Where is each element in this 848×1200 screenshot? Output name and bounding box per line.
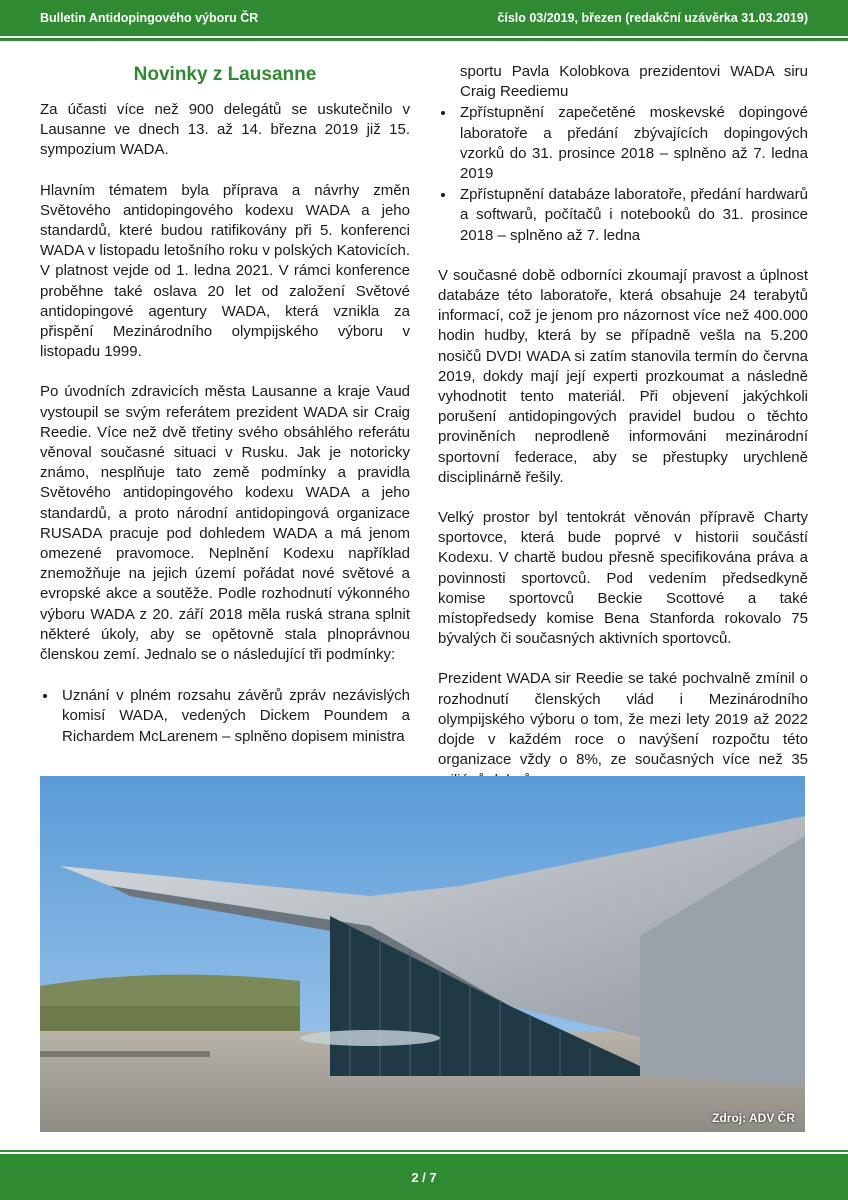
left-column	[40, 56, 410, 767]
building-illustration	[40, 776, 805, 1132]
issue-info: číslo 03/2019, březen (redakční uzávěrka 31.03.2019)	[497, 11, 808, 25]
building-photo	[40, 776, 805, 1132]
page-number: 2 / 7	[411, 1169, 437, 1185]
condition-item-1: • Uznání v plném rozsahu závěrů zpráv nezávislých komisí WADA, vedených Dickem Poundem a Richardem McLarenem – splněno dopisem ministra	[58, 685, 410, 747]
paragraph-database: V současné době odborníci zkoumají pravost a úplnost databáze této laboratoře, která obsahuje 24 terabytů informací, což je jenom pro názornost více než 400.000 hodin hudby, která by se případně vešla na 5.200 nosičů DVD! WADA si zatím stanovila termín do června 2019, dokdy mají její experti prozkoumat a následně vyhodnotit tento materiál. Při objevení jakýchkoli porušení antidopingových pravidel budou o těchto proviněních neprodleně informováni mezinárodní sportovní federace, aby se přestupky urychleně disciplinárně řešily.	[438, 266, 808, 486]
article-title: Novinky z Lausanne	[133, 64, 317, 85]
conditions-list-continued	[438, 102, 808, 245]
right-column	[438, 62, 808, 811]
bulletin-header	[0, 0, 848, 36]
bulletin-title: Bulletin Antidopingového výboru ČR	[40, 11, 259, 25]
condition-item-2: • Zpřístupnění zapečetěné moskevské dopingové laboratoře a předání zbývajících dopingových vzorků do 31. prosince 2018 – splněno až 7. ledna 2019	[456, 102, 808, 184]
condition-item-1-continued: sportu Pavla Kolobkova prezidentovi WADA siru Craig Reediemu	[460, 63, 808, 101]
condition-item-3: • Zpřístupnění databáze laboratoře, předání hardwarů a softwarů, počítačů i notebooků do 31. prosince 2018 – splněno až 7. ledna	[456, 184, 808, 246]
conditions-list	[40, 685, 410, 747]
paragraph-budget: Prezident WADA sir Reedie se také pochvalně zmínil o rozhodnutí členských vlád i Mezinárodního olympijského výboru o tom, že mezi lety 2019 až 2022 dojde v každém roce o navýšení rozpočtu této organizace vždy o 8%, ze současných více než 35	[438, 670, 808, 769]
photo-caption: Zdroj: ADV ČR	[712, 1111, 795, 1125]
footer-divider	[0, 1150, 848, 1152]
header-divider	[0, 38, 848, 41]
paragraph-russia: Po úvodních zdravicích města Lausanne a kraje Vaud vystoupil se svým referátem prezident WADA sir Craig Reedie. Více než dvě třetiny svého obsáhlého referátu věnoval současné situaci v Rusku. Jak je notoricky známo, nesplňuje tato země podmínky a pravidla Světového antidopingového kodexu WADA a jeho standardů, a proto národní antidopingová organizace RUSADA pracuje pod dohledem WADA a má jenom omezené pravomoce. Neplnění Kodexu například znemožňuje na jejich území pořádat nové světové a evropské akce a soutěže. Podle rozhodnutí výkonného výboru WADA z 20. září 2018 měla ruská strana splnit některé úkoly, aby se opětovně stala plnoprávnou členskou zemí. Jednalo se o následující tři podmínky:	[40, 383, 410, 664]
paragraph-topic: Hlavním tématem byla příprava a návrhy změn Světového antidopingového kodexu WADA a jeho standardů, které budou ratifikovány při 5. konferenci WADA v listopadu letošního roku v polských Katovicích. V platnost vejde od 1. ledna 2021. V rámci konference proběhne také oslava 20 let od založení Světové antidopingové agentury WADA, která vznikla za přispění Mezinárodního olympijského výboru v listopadu 1999.	[40, 181, 410, 361]
paragraph-intro: Za účasti více než 900 delegátů se uskutečnilo v Lausanne ve dnech 13. až 14. března 2019 již 15. sympozium WADA.	[40, 101, 410, 159]
footer	[0, 1154, 848, 1200]
paragraph-charter: Velký prostor byl tentokrát věnován přípravě Charty sportovce, která bude poprvé v historii součástí Kodexu. V chartě budou přesně specifikována práva a povinnosti sportovců. Pod vedením předsedkyně komise sportovců Beckie Scottové a také místopředsedy komise Bena Stanforda rokovalo 75 bývalých či současných aktivních sportovců.	[438, 509, 808, 648]
